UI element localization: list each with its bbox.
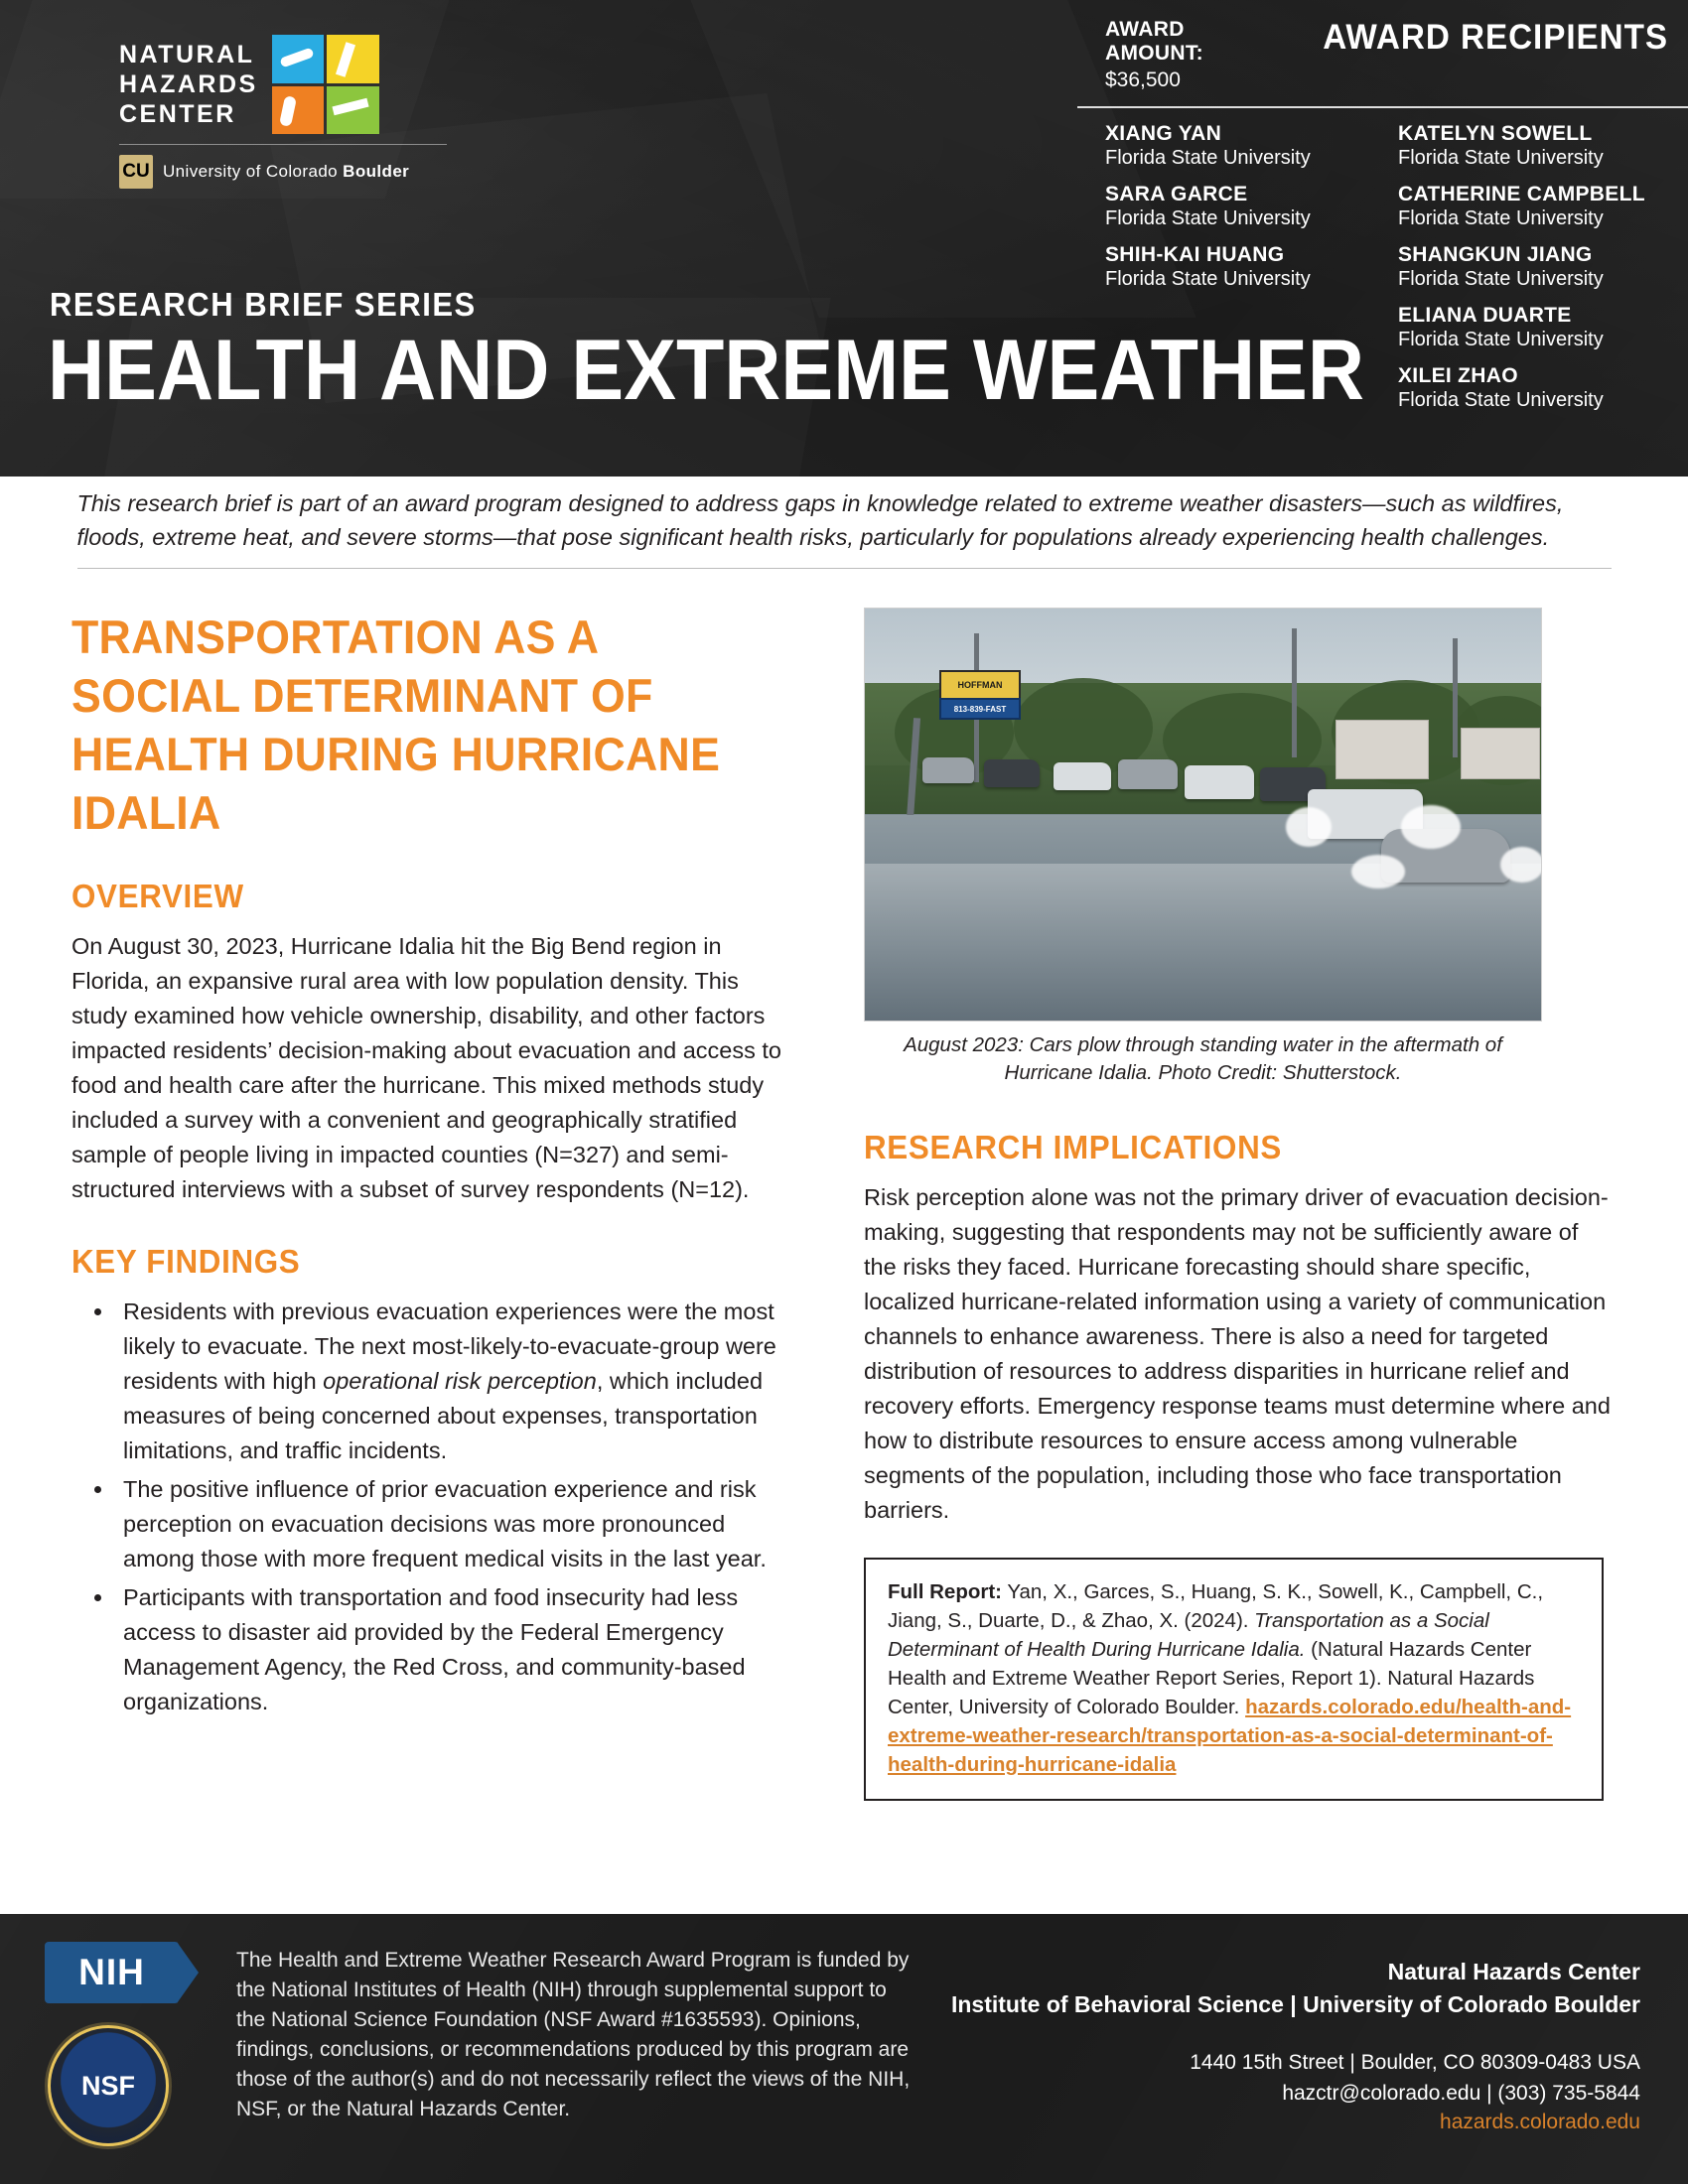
key-findings-heading: KEY FINDINGS — [71, 1243, 301, 1280]
recipient — [1105, 183, 1378, 230]
recipient-affiliation: Florida State University — [1398, 207, 1604, 229]
recipient-name: ELIANA DUARTE — [1398, 304, 1572, 327]
full-report-citation-title: Transportation as a Social Determinant of Health During Hurricane Idalia. — [888, 1609, 1489, 1661]
recipient-affiliation: Florida State University — [1105, 268, 1311, 290]
nsf-logo-label: NSF — [81, 2070, 135, 2101]
recipient-name: XILEI ZHAO — [1398, 364, 1518, 387]
photo-building — [1461, 728, 1540, 779]
full-report-box — [864, 1558, 1604, 1801]
recipient — [1398, 243, 1671, 291]
funding-statement: The Health and Extreme Weather Research Award Program is funded by the National Institutes of Health (NIH) through supplemental support to the National Science Foundation (NSF Award #1635593). Opinions, findings, conclusions, or recommendations produced by this program are those of the author(s) and do not necessarily reflect the views of the NIH, NSF, or the Natural Hazards Center. — [236, 1949, 911, 2120]
nih-logo-label: NIH — [78, 1952, 145, 1992]
cu-boulder-lockup — [119, 155, 447, 189]
key-findings-list — [71, 1295, 784, 1719]
overview-heading: OVERVIEW — [71, 878, 244, 914]
footer-contact: hazctr@colorado.edu | (303) 735-5844 — [1282, 2082, 1640, 2105]
nih-arrow-icon — [177, 1942, 199, 2003]
recipient-affiliation: Florida State University — [1105, 147, 1311, 169]
list-item: • Participants with transportation and food insecurity had less access to disaster aid provided by the Federal Emergency Management Agency, the Red Cross, and community-based organizations. — [115, 1580, 784, 1719]
recipient-name: CATHERINE CAMPBELL — [1398, 183, 1645, 205]
intro-section — [0, 477, 1688, 569]
recipient — [1398, 122, 1671, 170]
recipient — [1105, 122, 1378, 170]
hurricane-photo — [864, 608, 1542, 1022]
cu-text-bold: Boulder — [343, 162, 410, 181]
recipient-name: SHIH-KAI HUANG — [1105, 243, 1285, 266]
recipient-affiliation: Florida State University — [1398, 329, 1604, 350]
footer-contact-block — [945, 1956, 1640, 2134]
cu-text-plain: University of Colorado — [163, 162, 344, 181]
recipient-name: XIANG YAN — [1105, 122, 1222, 145]
full-report-citation-part1: Yan, X., Garces, S., Huang, S. K., Sowell, K., Campbell, C., Jiang, S., Duarte, D., & Zhao, X. (2024). — [888, 1580, 1544, 1632]
photo-caption: August 2023: Cars plow through standing water in the aftermath of Hurricane Idalia. Photo Credit: Shutterstock. — [904, 1033, 1502, 1084]
recipients-column-left — [1105, 122, 1378, 425]
recipient-name: KATELYN SOWELL — [1398, 122, 1593, 145]
photo-water-spray — [1401, 805, 1461, 849]
nsf-logo-icon — [48, 2025, 169, 2146]
photo-utility-pole — [1292, 628, 1297, 757]
photo-phone-sign: 813-839-FAST — [939, 698, 1021, 720]
recipient-name: SHANGKUN JIANG — [1398, 243, 1593, 266]
award-panel — [1077, 0, 1688, 457]
research-implications-heading: RESEARCH IMPLICATIONS — [864, 1129, 1282, 1165]
left-column — [0, 608, 784, 1801]
intro-text: This research brief is part of an award program designed to address gaps in knowledge related to extreme weather disasters—such as wildfires, floods, extreme heat, and severe storms—that pose significant health risks, particularly for populations already experiencing health challenges. — [76, 490, 1564, 550]
award-recipients-title: AWARD RECIPIENTS — [1323, 18, 1668, 57]
logo-line-natural: NATURAL — [119, 41, 255, 68]
recipient — [1398, 304, 1671, 351]
full-report-label: Full Report: — [888, 1580, 1003, 1603]
body-columns — [0, 608, 1688, 1801]
footer-org-name: Natural Hazards Center — [1387, 1959, 1640, 1984]
recipient-affiliation: Florida State University — [1398, 147, 1604, 169]
intro-divider — [77, 568, 1612, 569]
page-title: HEALTH AND EXTREME WEATHER — [48, 323, 1364, 418]
recipients-column-right — [1398, 122, 1671, 425]
series-label: RESEARCH BRIEF SERIES — [50, 286, 477, 323]
logo-mark-icon — [272, 35, 379, 134]
logo-line-center: CENTER — [119, 100, 236, 128]
article-title: TRANSPORTATION AS A SOCIAL DETERMINANT OF HEALTH DURING HURRICANE IDALIA — [71, 611, 721, 839]
photo-water-spray — [1500, 847, 1542, 883]
list-item: • Residents with previous evacuation experiences were the most likely to evacuate. The next most-likely-to-evacuate-group were residents with high operational risk perception, which included measures of being concerned about expenses, transportation limitations, and traffic incidents. — [115, 1295, 784, 1468]
full-report-link[interactable]: hazards.colorado.edu/health-and-extreme-weather-research/transportation-as-a-social-determinant-of-health-during-hurricane-idalia — [888, 1696, 1572, 1776]
recipient — [1105, 243, 1378, 291]
photo-car — [922, 757, 974, 783]
full-report-citation-part2: (Natural Hazards Center Health and Extreme Weather Report Series, Report 1). Natural Hazards Center, University of Colorado Boulder. — [888, 1638, 1535, 1718]
recipient-name: SARA GARCE — [1105, 183, 1248, 205]
page-header — [0, 0, 1688, 477]
award-amount-value: $36,500 — [1105, 68, 1181, 91]
recipient — [1398, 183, 1671, 230]
recipient-affiliation: Florida State University — [1398, 268, 1604, 290]
award-recipients-list — [1077, 108, 1688, 425]
photo-car — [984, 759, 1040, 787]
research-implications-text: Risk perception alone was not the primary driver of evacuation decision-making, suggesting that respondents may not be sufficiently aware of the risks they faced. Hurricane forecasting should share specific, localized hurricane-related information using a variety of communication channels to enhance awareness. There is also a need for targeted distribution of resources to address disparities in hurricane relief and recovery efforts. Emergency response teams must determine where and how to distribute resources to ensure access among vulnerable segments of the population, including those who face transportation barriers. — [864, 1184, 1611, 1523]
recipient — [1398, 364, 1671, 412]
photo-billboard-sign: HOFFMAN — [939, 670, 1021, 700]
list-item: • The positive influence of prior evacuation experience and risk perception on evacuation decisions was more pronounced among those with more frequent medical visits in the last year. — [115, 1472, 784, 1576]
photo-car — [1185, 765, 1254, 799]
footer-org-affiliation: Institute of Behavioral Science | University of Colorado Boulder — [950, 1991, 1640, 2017]
award-amount-label: AWARD AMOUNT: — [1105, 18, 1203, 65]
photo-car — [1118, 759, 1178, 789]
right-column — [784, 608, 1688, 1801]
photo-car — [1054, 762, 1111, 790]
cu-badge-icon: CU — [119, 155, 153, 189]
photo-building — [1336, 720, 1429, 779]
footer-address: 1440 15th Street | Boulder, CO 80309-0483 USA — [1190, 2051, 1640, 2074]
natural-hazards-center-logo — [119, 35, 447, 189]
logo-line-hazards: HAZARDS — [119, 70, 258, 98]
photo-water-spray — [1351, 855, 1405, 888]
footer-website-link[interactable]: hazards.colorado.edu — [1440, 2111, 1640, 2133]
logo-divider — [119, 144, 447, 145]
nih-logo-icon — [45, 1942, 179, 2003]
recipient-affiliation: Florida State University — [1105, 207, 1311, 229]
page-footer — [0, 1914, 1688, 2184]
recipient-affiliation: Florida State University — [1398, 389, 1604, 411]
photo-utility-pole — [1453, 638, 1458, 757]
photo-water-surface — [865, 864, 1541, 1021]
overview-text: On August 30, 2023, Hurricane Idalia hit the Big Bend region in Florida, an expansive rural area with low population density. This study examined how vehicle ownership, disability, and other factors impacted residents’ decision-making about evacuation and access to food and health care after the hurricane. This mixed methods study included a survey with a convenient and geographically stratified sample of people living in impacted counties (N=327) and semi-structured interviews with a subset of survey respondents (N=12). — [71, 933, 781, 1202]
photo-water-spray — [1286, 807, 1332, 847]
